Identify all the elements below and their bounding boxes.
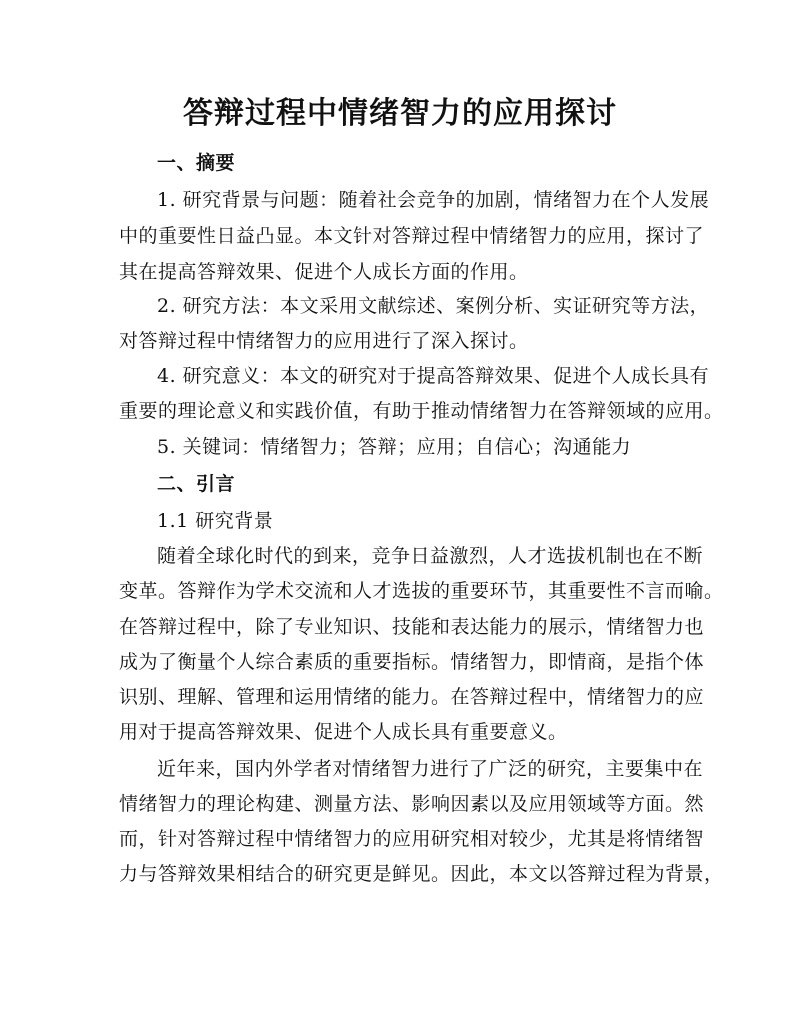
abstract-item-1-line-1: 1. 研究背景与问题：随着社会竞争的加剧，情绪智力在个人发展 [157, 189, 710, 211]
abstract-item-2-line-1: 2. 研究方法：本文采用文献综述、案例分析、实证研究等方法， [157, 295, 710, 317]
paragraph-2-line-1: 近年来，国内外学者对情绪智力进行了广泛的研究，主要集中在 [157, 758, 704, 780]
paragraph-1-line-3: 在答辩过程中，除了专业知识、技能和表达能力的展示，情绪智力也 [119, 616, 705, 638]
abstract-item-1-line-3: 其在提高答辩效果、促进个人成长方面的作用。 [119, 261, 529, 283]
section-heading-intro: 二、引言 [157, 473, 236, 495]
paragraph-2-line-2: 情绪智力的理论构建、测量方法、影响因素以及应用领域等方面。然 [119, 793, 705, 815]
document-title: 答辩过程中情绪智力的应用探讨 [183, 96, 617, 131]
paragraph-2-line-3: 而，针对答辩过程中情绪智力的应用研究相对较少，尤其是将情绪智 [119, 828, 705, 850]
abstract-item-4-line-1: 4. 研究意义：本文的研究对于提高答辩效果、促进个人成长具有 [157, 365, 710, 387]
paragraph-1-line-4: 成为了衡量个人综合素质的重要指标。情绪智力，即情商，是指个体 [119, 651, 705, 673]
subheading-research-background: 1.1 研究背景 [157, 510, 274, 532]
abstract-item-4-line-2: 重要的理论意义和实践价值，有助于推动情绪智力在答辩领域的应用。 [119, 400, 724, 422]
abstract-item-5-keywords: 5. 关键词：情绪智力；答辩；应用；自信心；沟通能力 [157, 436, 632, 458]
paragraph-1-line-1: 随着全球化时代的到来，竞争日益激烈，人才选拔机制也在不断 [157, 545, 704, 567]
section-heading-abstract: 一、摘要 [157, 152, 236, 174]
paragraph-1-line-5: 识别、理解、管理和运用情绪的能力。在答辩过程中，情绪智力的应 [119, 686, 705, 708]
paragraph-1-line-6: 用对于提高答辩效果、促进个人成长具有重要意义。 [119, 721, 568, 743]
abstract-item-1-line-2: 中的重要性日益凸显。本文针对答辩过程中情绪智力的应用，探讨了 [119, 225, 705, 247]
paragraph-2-line-4: 力与答辩效果相结合的研究更是鲜见。因此，本文以答辩过程为背景， [119, 863, 724, 885]
paragraph-1-line-2: 变革。答辩作为学术交流和人才选拔的重要环节，其重要性不言而喻。 [119, 580, 724, 602]
abstract-item-2-line-2: 对答辩过程中情绪智力的应用进行了深入探讨。 [119, 330, 529, 352]
